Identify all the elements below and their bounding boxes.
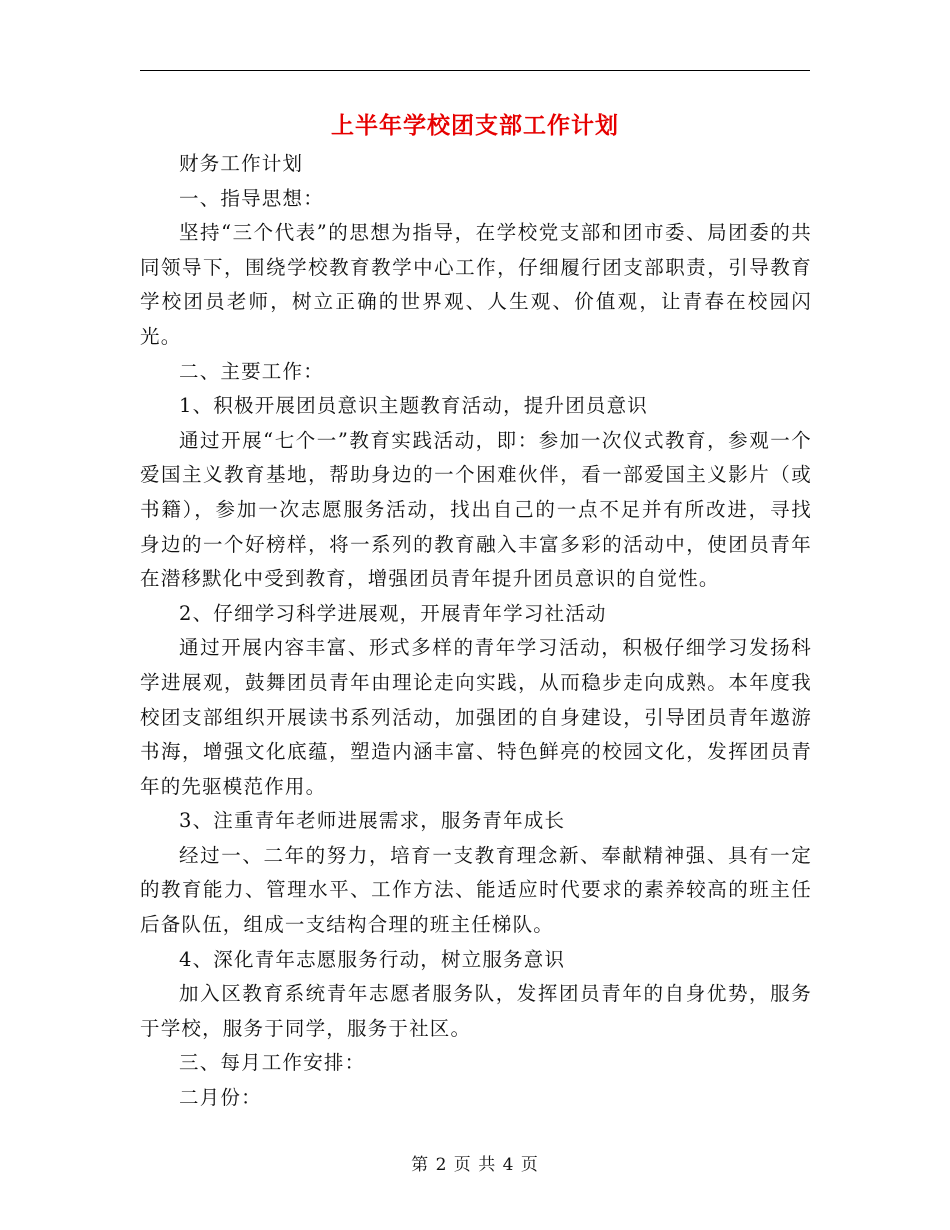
section-heading-main-work: 二、主要工作：: [179, 359, 324, 383]
month-heading-february: 二月份：: [179, 1086, 262, 1110]
paragraph-item-2: 通过开展内容丰富、形式多样的青年学习活动，积极仔细学习发扬科学进展观，鼓舞团员青年由理论走向实践，从而稳步走向成熟。本年度我校团支部组织开展读书系列活动，加强团的自身建设，引导团员青年遨游书海，增强文化底蕴，塑造内涵丰富、特色鲜亮的校园文化，发挥团员青年的先驱模范作用。: [140, 636, 812, 798]
paragraph-subtitle: 财务工作计划: [179, 152, 304, 175]
paragraph-guiding-ideology: 坚持“三个代表”的思想为指导，在学校党支部和团市委、局团委的共同领导下，围绕学校教育教学中心工作，仔细履行团支部职责，引导教育学校团员老师，树立正确的世界观、人生观、价值观，让青春在校园闪光。: [140, 221, 812, 348]
item-heading-4: 4、深化青年志愿服务行动，树立服务意识: [179, 947, 566, 971]
item-heading-3: 3、注重青年老师进展需求，服务青年成长: [179, 809, 566, 833]
document-body: [140, 147, 812, 1116]
section-heading-guiding-ideology: 一、指导思想：: [179, 186, 324, 210]
paragraph-item-4: 加入区教育系统青年志愿者服务队，发挥团员青年的自身优势，服务于学校，服务于同学，服务于社区。: [140, 982, 812, 1040]
header-rule: [140, 70, 810, 71]
page-number-footer: 第 2 页 共 4 页: [411, 1155, 539, 1175]
document-title: 上半年学校团支部工作计划: [331, 112, 619, 139]
item-heading-2: 2、仔细学习科学进展观，开展青年学习社活动: [179, 601, 607, 625]
section-heading-monthly-schedule: 三、每月工作安排：: [179, 1051, 366, 1075]
paragraph-item-3: 经过一、二年的努力，培育一支教育理念新、奉献精神强、具有一定的教育能力、管理水平、工作方法、能适应时代要求的素养较高的班主任后备队伍，组成一支结构合理的班主任梯队。: [140, 843, 812, 937]
item-heading-1: 1、积极开展团员意识主题教育活动，提升团员意识: [179, 394, 649, 418]
paragraph-item-1: 通过开展“七个一”教育实践活动，即：参加一次仪式教育，参观一个爱国主义教育基地，帮助身边的一个困难伙伴，看一部爱国主义影片（或书籍），参加一次志愿服务活动，找出自己的一点不足并有所改进，寻找身边的一个好榜样，将一系列的教育融入丰富多彩的活动中，使团员青年在潜移默化中受到教育，增强团员青年提升团员意识的自觉性。: [140, 428, 812, 591]
